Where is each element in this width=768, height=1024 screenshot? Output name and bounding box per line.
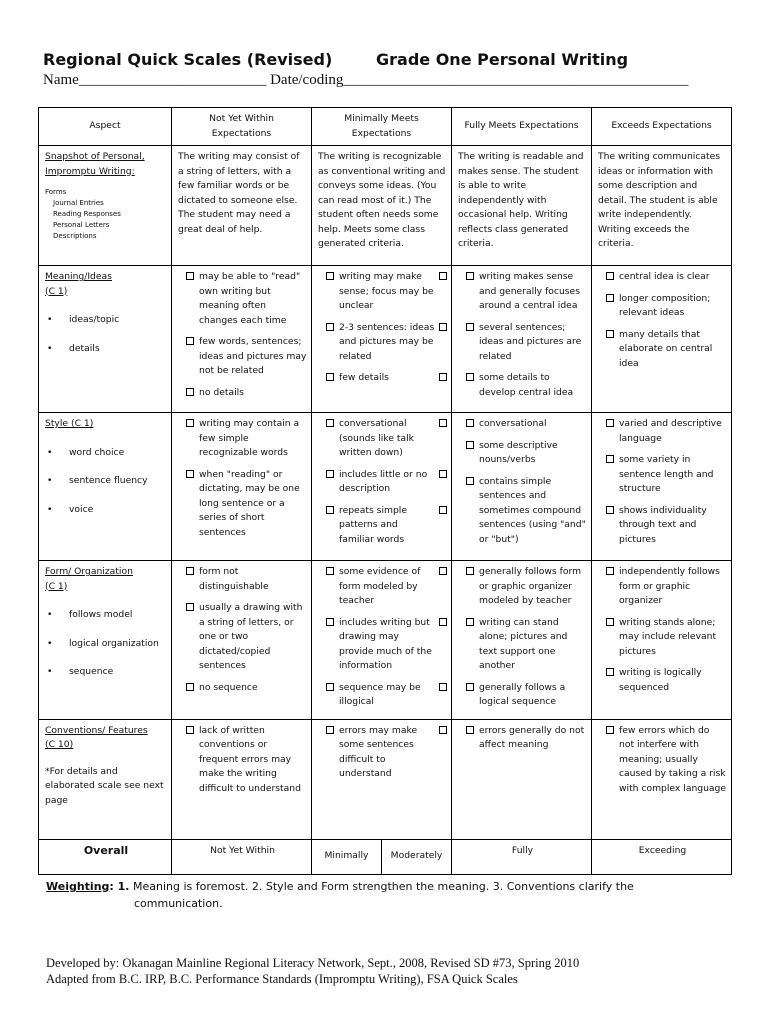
aspect-cell bbox=[39, 413, 172, 561]
criteria-cell bbox=[452, 413, 592, 561]
checkbox[interactable] bbox=[326, 683, 334, 691]
criterion-item bbox=[458, 417, 587, 432]
footer bbox=[46, 955, 579, 987]
title-left: Regional Quick Scales (Revised) bbox=[43, 50, 333, 69]
date-blank[interactable]: ______________________________________________ bbox=[343, 72, 689, 88]
overall-minimally-moderately bbox=[312, 839, 452, 874]
snapshot-aspect-cell bbox=[39, 146, 172, 266]
criterion-text: longer composition; relevant ideas bbox=[619, 292, 711, 318]
criteria-cell bbox=[592, 719, 732, 839]
checkbox[interactable] bbox=[466, 726, 474, 734]
footer-line-1: Developed by: Okanagan Mainline Regional Literacy Network, Sept., 2008, Revised SD #73, Spring 2010 bbox=[46, 956, 580, 970]
criterion-item bbox=[318, 371, 447, 386]
snapshot-fully: The writing is readable and makes sense. The student is able to write independently with occasional help. Writing reflects class generated criteria. bbox=[452, 146, 592, 266]
criterion-text: writing makes sense and generally focuses around a central idea bbox=[479, 271, 580, 311]
col-header-fully: Fully Meets Expectations bbox=[452, 108, 592, 146]
criterion-item bbox=[178, 335, 307, 379]
criterion-item bbox=[458, 321, 587, 365]
col-header-aspect: Aspect bbox=[39, 108, 172, 146]
checkbox[interactable] bbox=[439, 419, 447, 427]
checkbox[interactable] bbox=[186, 419, 194, 427]
criterion-text: few words, sentences; ideas and pictures may not be related bbox=[199, 336, 307, 376]
criterion-item bbox=[178, 565, 307, 594]
criterion-item bbox=[458, 565, 587, 609]
criterion-text: errors generally do not affect meaning bbox=[479, 724, 585, 750]
aspect-title: Style (C 1) bbox=[45, 418, 94, 429]
checkbox[interactable] bbox=[186, 272, 194, 280]
criterion-text: few details bbox=[339, 372, 389, 383]
checkbox[interactable] bbox=[606, 618, 614, 626]
criterion-text: many details that elaborate on central idea bbox=[619, 328, 713, 369]
checkbox[interactable] bbox=[606, 506, 614, 514]
criterion-text: 2-3 sentences: ideas and pictures may be related bbox=[339, 321, 435, 362]
criterion-item bbox=[598, 666, 727, 695]
criteria-row bbox=[39, 719, 732, 839]
form-item: Journal Entries bbox=[53, 199, 104, 207]
criterion-text: several sentences; ideas and pictures are related bbox=[479, 321, 582, 362]
checkbox[interactable] bbox=[326, 567, 334, 575]
checkbox[interactable] bbox=[326, 272, 334, 280]
weighting-label: Weighting bbox=[46, 880, 110, 893]
criterion-item bbox=[178, 468, 307, 541]
aspect-note: *For details and elaborated scale see next page bbox=[45, 765, 164, 806]
checkbox[interactable] bbox=[466, 419, 474, 427]
rubric-table bbox=[38, 107, 732, 875]
criterion-item bbox=[458, 616, 587, 674]
criterion-text: contains simple sentences and sometimes compound sentences (using "and" or "but") bbox=[479, 475, 586, 545]
checkbox[interactable] bbox=[186, 337, 194, 345]
criterion-item bbox=[598, 453, 727, 497]
criteria-cell bbox=[452, 719, 592, 839]
criterion-text: few errors which do not interfere with meaning; usually caused by taking a risk with complex language bbox=[619, 724, 727, 794]
checkbox[interactable] bbox=[439, 726, 447, 734]
criterion-text: repeats simple patterns and familiar words bbox=[339, 504, 407, 545]
criterion-text: writing is logically sequenced bbox=[619, 667, 702, 693]
aspect-bullet: • sequence bbox=[47, 666, 114, 677]
criterion-text: lack of written conventions or frequent errors may make the writing difficult to understand bbox=[199, 724, 301, 794]
form-item: Reading Responses bbox=[53, 210, 121, 218]
criterion-item bbox=[318, 321, 447, 365]
name-blank[interactable]: _________________________ bbox=[78, 72, 267, 88]
col-header-minimally: Minimally Meets Expectations bbox=[312, 108, 452, 146]
criterion-item bbox=[178, 386, 307, 401]
forms-list bbox=[45, 187, 167, 242]
checkbox[interactable] bbox=[439, 373, 447, 381]
snapshot-not-yet: The writing may consist of a string of letters, with a few familiar words or be dictated to someone else. The student may need a great deal of help. bbox=[172, 146, 312, 266]
checkbox[interactable] bbox=[439, 506, 447, 514]
criterion-item bbox=[598, 292, 727, 321]
snapshot-title: Snapshot of Personal, Impromptu Writing: bbox=[45, 151, 145, 177]
checkbox[interactable] bbox=[466, 441, 474, 449]
criteria-cell bbox=[312, 719, 452, 839]
criteria-cell bbox=[592, 413, 732, 561]
criterion-text: includes writing but drawing may provide much of the information bbox=[339, 616, 432, 671]
criterion-text: writing may contain a few simple recognizable words bbox=[199, 418, 300, 458]
criteria-cell bbox=[172, 413, 312, 561]
overall-label: Overall bbox=[39, 839, 172, 874]
checkbox[interactable] bbox=[326, 470, 334, 478]
checkbox[interactable] bbox=[439, 272, 447, 280]
criterion-item bbox=[178, 724, 307, 797]
criterion-text: shows individuality through text and pictures bbox=[619, 504, 707, 545]
criterion-item bbox=[458, 724, 587, 753]
criterion-item bbox=[598, 417, 727, 446]
criterion-text: no sequence bbox=[199, 681, 258, 693]
criterion-text: may be able to "read" own writing but meaning often changes each time bbox=[199, 271, 301, 326]
overall-not-yet[interactable]: Not Yet Within bbox=[172, 839, 312, 874]
criterion-text: no details bbox=[199, 386, 244, 398]
criteria-cell bbox=[172, 266, 312, 413]
criterion-text: varied and descriptive language bbox=[619, 418, 722, 444]
criterion-item bbox=[318, 504, 447, 548]
criterion-item bbox=[458, 439, 587, 468]
header-row bbox=[39, 108, 732, 146]
criteria-row bbox=[39, 561, 732, 720]
weighting-number: 1. bbox=[117, 880, 130, 893]
criteria-cell bbox=[452, 266, 592, 413]
name-label: Name bbox=[43, 72, 79, 88]
criterion-item bbox=[318, 565, 447, 609]
checkbox[interactable] bbox=[439, 683, 447, 691]
criterion-item bbox=[458, 270, 587, 314]
criteria-cell bbox=[592, 266, 732, 413]
criterion-text: central idea is clear bbox=[619, 271, 710, 282]
weighting-text-2: communication. bbox=[134, 897, 223, 910]
checkbox[interactable] bbox=[439, 618, 447, 626]
checkbox[interactable] bbox=[326, 506, 334, 514]
checkbox[interactable] bbox=[186, 470, 194, 478]
criterion-text: conversational bbox=[479, 418, 547, 429]
criterion-item bbox=[318, 468, 447, 497]
criterion-item bbox=[598, 504, 727, 548]
checkbox[interactable] bbox=[466, 477, 474, 485]
criterion-item bbox=[318, 681, 447, 710]
checkbox[interactable] bbox=[439, 567, 447, 575]
criterion-item bbox=[598, 616, 727, 660]
criterion-text: generally follows form or graphic organizer modeled by teacher bbox=[479, 566, 582, 606]
overall-moderately[interactable]: Moderately bbox=[390, 850, 443, 862]
checkbox[interactable] bbox=[326, 323, 334, 331]
criterion-text: independently follows form or graphic organizer bbox=[619, 566, 720, 606]
criterion-text: writing may make sense; focus may be unclear bbox=[339, 271, 434, 311]
checkbox[interactable] bbox=[326, 726, 334, 734]
aspect-bullet: • word choice bbox=[47, 446, 125, 458]
criteria-cell bbox=[172, 719, 312, 839]
checkbox[interactable] bbox=[606, 668, 614, 676]
col-header-exceeds: Exceeds Expectations bbox=[592, 108, 732, 146]
aspect-bullet: • voice bbox=[47, 503, 94, 515]
checkbox[interactable] bbox=[606, 455, 614, 463]
checkbox[interactable] bbox=[439, 323, 447, 331]
checkbox[interactable] bbox=[606, 294, 614, 302]
aspect-cell bbox=[39, 561, 172, 720]
criterion-text: errors may make some sentences difficult to understand bbox=[339, 724, 418, 779]
criterion-text: some evidence of form modeled by teacher bbox=[339, 566, 421, 606]
snapshot-exceeds: The writing communicates ideas or information with some description and detail. The student is able write independently. Writing exceeds the criteria. bbox=[592, 146, 732, 266]
criterion-text: when "reading" or dictating, may be one long sentence or a series of short sentences bbox=[199, 468, 300, 538]
name-date-line bbox=[43, 72, 688, 89]
aspect-code: (C 1) bbox=[45, 580, 68, 592]
aspect-cell bbox=[39, 266, 172, 413]
checkbox[interactable] bbox=[606, 726, 614, 734]
footer-line-2: Adapted from B.C. IRP, B.C. Performance Standards (Impromptu Writing), FSA Quick Scales bbox=[46, 972, 518, 986]
checkbox[interactable] bbox=[439, 470, 447, 478]
forms-label: Forms bbox=[45, 188, 67, 196]
criterion-item bbox=[318, 417, 447, 461]
checkbox[interactable] bbox=[186, 603, 194, 611]
aspect-bullet: • logical organization bbox=[47, 637, 159, 649]
checkbox[interactable] bbox=[466, 618, 474, 626]
snapshot-row bbox=[39, 146, 732, 266]
criterion-item bbox=[458, 681, 587, 710]
criterion-item bbox=[458, 475, 587, 548]
snapshot-minimally: The writing is recognizable as conventional writing and conveys some ideas. (You can read most of it.) The student often needs some help. Meets some class generated criteria. bbox=[312, 146, 452, 266]
criteria-cell bbox=[312, 266, 452, 413]
aspect-title: Conventions/ Features bbox=[45, 724, 148, 736]
aspect-title: Meaning/Ideas bbox=[45, 271, 112, 282]
criterion-item bbox=[178, 270, 307, 328]
criterion-text: writing stands alone; may include relevant pictures bbox=[619, 616, 717, 657]
aspect-bullet: • follows model bbox=[47, 609, 133, 620]
criterion-text: some details to develop central idea bbox=[479, 372, 574, 398]
overall-exceeding[interactable]: Exceeding bbox=[592, 839, 732, 874]
criterion-item bbox=[318, 616, 447, 674]
checkbox[interactable] bbox=[466, 323, 474, 331]
checkbox[interactable] bbox=[466, 373, 474, 381]
aspect-bullet: • sentence fluency bbox=[47, 475, 148, 486]
criterion-item bbox=[318, 724, 447, 782]
criteria-row bbox=[39, 266, 732, 413]
criterion-text: sequence may be illogical bbox=[339, 681, 421, 707]
criterion-text: conversational (sounds like talk written down) bbox=[339, 418, 414, 458]
weighting-note: Weighting: 1. Meaning is foremost. 2. Style and Form strengthen the meaning. 3. Conventions clarify the communication. bbox=[46, 878, 736, 912]
criterion-item bbox=[598, 565, 727, 609]
checkbox[interactable] bbox=[326, 419, 334, 427]
criteria-cell bbox=[452, 561, 592, 720]
checkbox[interactable] bbox=[606, 330, 614, 338]
criterion-text: usually a drawing with a string of letters, or one or two dictated/copied sentences bbox=[199, 602, 303, 671]
aspect-cell bbox=[39, 719, 172, 839]
checkbox[interactable] bbox=[326, 373, 334, 381]
criterion-item bbox=[318, 270, 447, 314]
overall-fully[interactable]: Fully bbox=[452, 839, 592, 874]
checkbox[interactable] bbox=[186, 726, 194, 734]
weighting-text-1: Meaning is foremost. 2. Style and Form strengthen the meaning. 3. Conventions clarify the bbox=[133, 880, 634, 893]
col-header-not-yet: Not Yet Within Expectations bbox=[172, 108, 312, 146]
checkbox[interactable] bbox=[606, 567, 614, 575]
criterion-text: form not distinguishable bbox=[199, 566, 269, 592]
criterion-text: writing can stand alone; pictures and text support one another bbox=[479, 616, 568, 671]
criterion-text: generally follows a logical sequence bbox=[479, 681, 566, 707]
checkbox[interactable] bbox=[466, 683, 474, 691]
overall-row bbox=[39, 839, 732, 874]
criteria-cell bbox=[312, 413, 452, 561]
checkbox[interactable] bbox=[186, 567, 194, 575]
criterion-item bbox=[598, 270, 727, 285]
form-item: Personal Letters bbox=[53, 221, 110, 229]
form-item: Descriptions bbox=[53, 232, 97, 240]
overall-minimally[interactable]: Minimally bbox=[312, 840, 382, 874]
aspect-code: (C 1) bbox=[45, 285, 68, 297]
criteria-cell bbox=[312, 561, 452, 720]
aspect-bullet: • details bbox=[47, 342, 100, 354]
checkbox[interactable] bbox=[466, 567, 474, 575]
checkbox[interactable] bbox=[326, 618, 334, 626]
criteria-cell bbox=[172, 561, 312, 720]
aspect-title: Form/ Organization bbox=[45, 566, 133, 577]
criterion-text: includes little or no description bbox=[339, 468, 428, 494]
criterion-item bbox=[178, 417, 307, 461]
checkbox[interactable] bbox=[466, 272, 474, 280]
criterion-item bbox=[178, 681, 307, 696]
criterion-item bbox=[598, 724, 727, 797]
criterion-text: some descriptive nouns/verbs bbox=[479, 439, 558, 465]
title-right: Grade One Personal Writing bbox=[376, 50, 629, 69]
checkbox[interactable] bbox=[606, 272, 614, 280]
aspect-bullet: • ideas/topic bbox=[47, 314, 120, 325]
criterion-item bbox=[178, 601, 307, 674]
criteria-row bbox=[39, 413, 732, 561]
aspect-code: (C 10) bbox=[45, 739, 74, 750]
date-label: Date/coding bbox=[270, 72, 344, 88]
checkbox[interactable] bbox=[606, 419, 614, 427]
checkbox[interactable] bbox=[186, 683, 194, 691]
criterion-item bbox=[458, 371, 587, 400]
criterion-text: some variety in sentence length and structure bbox=[619, 454, 714, 494]
criteria-cell bbox=[592, 561, 732, 720]
criterion-item bbox=[598, 328, 727, 372]
checkbox[interactable] bbox=[186, 388, 194, 396]
